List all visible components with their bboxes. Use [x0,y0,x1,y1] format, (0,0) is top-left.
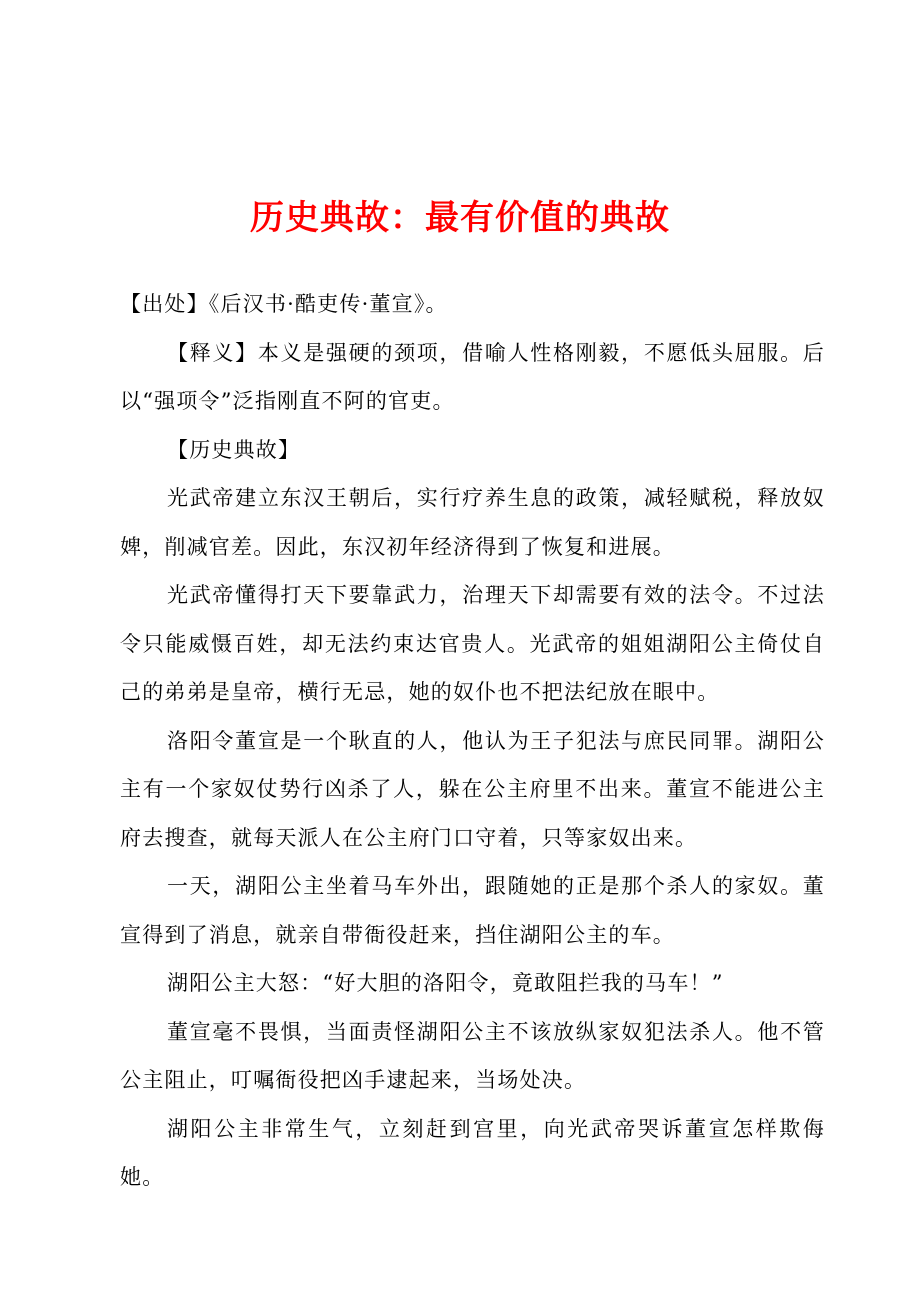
section-heading-history: 【历史典故】 [167,437,301,462]
document-title: 历史典故：最有价值的典故 [250,198,670,238]
paragraph: 光武帝建立东汉王朝后，实行疗养生息的政策，减轻赋税，释放奴婢，削减官差。因此，东汉初年经济得到了恢复和进展。 [120,486,825,559]
document-body [120,280,825,1202]
paragraph: 洛阳令董宣是一个耿直的人，他认为王子犯法与庶民同罪。湖阳公主有一个家奴仗势行凶杀了人，躲在公主府里不出来。董宣不能进公主府去搜查，就每天派人在公主府门口守着，只等家奴出来。 [120,728,825,850]
paragraph: 湖阳公主非常生气，立刻赶到宫里，向光武帝哭诉董宣怎样欺侮她。 [120,1116,825,1189]
paragraph: 一天，湖阳公主坐着马车外出，跟随她的正是那个杀人的家奴。董宣得到了消息，就亲自带衙役赶来，挡住湖阳公主的车。 [120,874,825,947]
paragraph: 董宣毫不畏惧，当面责怪湖阳公主不该放纵家奴犯法杀人。他不管公主阻止，叮嘱衙役把凶手逮起来，当场处决。 [120,1019,825,1092]
paragraph-definition: 【释义】本义是强硬的颈项，借喻人性格刚毅，不愿低头屈服。后以“强项令”泛指刚直不阿的官吏。 [120,340,825,413]
paragraph-source: 【出处】《后汉书·酷吏传·董宣》。 [120,292,448,316]
paragraph-quote: 湖阳公主大怒：“好大胆的洛阳令，竟敢阻拦我的马车！” [167,971,724,995]
paragraph: 光武帝懂得打天下要靠武力，治理天下却需要有效的法令。不过法令只能威慑百姓，却无法约束达官贵人。光武帝的姐姐湖阳公主倚仗自己的弟弟是皇帝，横行无忌，她的奴仆也不把法纪放在眼中。 [120,583,825,704]
